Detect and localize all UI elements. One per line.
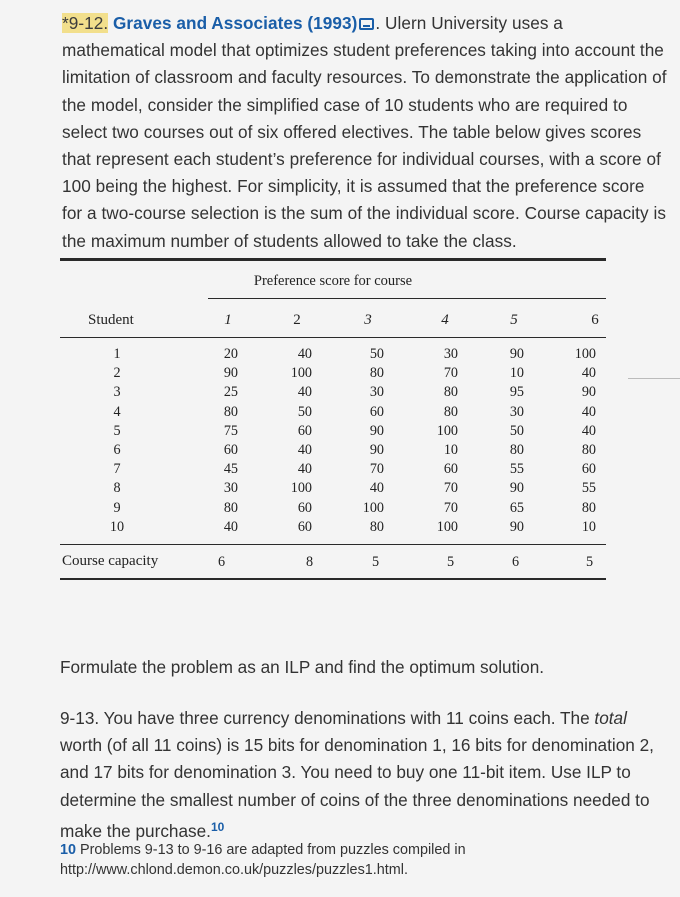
score-cell: 10 (443, 442, 458, 459)
score-cell: 95 (509, 384, 524, 401)
formulate-instruction: Formulate the problem as an ILP and find the optimum solution. (60, 657, 545, 677)
footnote (60, 840, 666, 880)
score-cell: 60 (581, 461, 596, 478)
score-cell: 90 (509, 480, 524, 497)
score-cell: 80 (223, 403, 238, 420)
score-cell: 10 (581, 518, 596, 535)
student-cell: 5 (113, 422, 121, 439)
score-cell: 40 (297, 442, 312, 459)
problem-9-12 (62, 10, 668, 255)
score-cell: 30 (509, 403, 524, 420)
score-cell: 70 (443, 499, 458, 516)
student-header: Student (88, 312, 134, 328)
capacity-cell: 5 (586, 554, 594, 570)
score-cell: 100 (290, 365, 312, 382)
student-cell: 10 (109, 518, 125, 535)
score-cell: 60 (297, 422, 312, 439)
problem-9-13 (60, 705, 666, 845)
course-header-3: 3 (364, 312, 372, 328)
score-cell: 80 (443, 384, 458, 401)
score-cell: 80 (509, 442, 524, 459)
score-cell: 50 (509, 422, 524, 439)
score-cell: 40 (581, 403, 596, 420)
score-cell: 100 (362, 499, 384, 516)
score-cell: 30 (369, 384, 384, 401)
book-icon[interactable] (359, 18, 374, 30)
problem-9-13-text-b: worth (of all 11 coins) is 15 bits for denomination 1, 16 bits for denomination 2, and 17 bits for denomination 3. You need to buy one 11-bit item. Use ILP to determine the smallest number of coins of the three denominations needed to make the purchase. (60, 735, 654, 841)
course-4-scores (422, 345, 458, 537)
score-cell: 90 (369, 422, 384, 439)
score-cell: 40 (297, 346, 312, 362)
student-cell: 4 (113, 403, 121, 420)
score-cell: 90 (509, 346, 524, 362)
capacity-rule (60, 544, 606, 545)
score-cell: 40 (581, 422, 596, 439)
score-cell: 100 (574, 346, 596, 362)
score-cell: 50 (369, 346, 384, 362)
capacity-cell: 6 (512, 554, 520, 570)
capacity-cell: 6 (218, 554, 226, 570)
score-cell: 30 (223, 480, 238, 497)
score-cell: 100 (436, 422, 458, 439)
score-cell: 80 (369, 518, 384, 535)
course-3-scores (346, 345, 384, 537)
table-top-rule (60, 258, 606, 261)
score-cell: 80 (581, 499, 596, 516)
score-cell: 55 (509, 461, 524, 478)
score-cell: 70 (443, 480, 458, 497)
student-column (104, 345, 130, 537)
score-cell: 90 (509, 518, 524, 535)
student-cell: 9 (113, 499, 121, 516)
score-cell: 10 (509, 365, 524, 382)
score-cell: 60 (223, 442, 238, 459)
student-cell: 8 (113, 480, 121, 497)
score-cell: 40 (297, 461, 312, 478)
score-cell: 100 (290, 480, 312, 497)
score-cell: 60 (297, 499, 312, 516)
course-1-scores (212, 345, 238, 537)
score-cell: 80 (581, 442, 596, 459)
course-6-scores (560, 345, 596, 537)
capacity-cell: 5 (372, 554, 380, 570)
course-header-1: 1 (224, 312, 232, 328)
capacity-label: Course capacity (62, 553, 159, 569)
course-header-4: 4 (441, 312, 449, 328)
footnote-url[interactable]: http://www.chlond.demon.co.uk/puzzles/puzzles1.html. (60, 862, 408, 878)
score-cell: 30 (443, 346, 458, 362)
course-header-6: 6 (591, 312, 599, 328)
score-cell: 100 (436, 518, 458, 535)
footnote-number: 10 (60, 842, 77, 858)
group-header: Preference score for course (253, 273, 413, 289)
score-cell: 80 (443, 403, 458, 420)
score-cell: 60 (443, 461, 458, 478)
score-cell: 70 (443, 365, 458, 382)
score-cell: 75 (223, 422, 238, 439)
student-cell: 2 (113, 365, 121, 382)
course-header-5: 5 (510, 312, 518, 328)
score-cell: 40 (581, 365, 596, 382)
problem-body: . Ulern University uses a mathematical model that optimizes student preferences taking into account the limitation of classroom and faculty resources. To demonstrate the application of the model, consider the simplified case of 10 students who are required to select two courses out of six offered electives. The table below gives scores that represent each student’s preference for individual courses, with a score of 100 being the highest. For simplicity, it is assumed that the preference score for a two-course selection is the sum of the individual score. Course capacity is the maximum number of students allowed to take the class. (62, 13, 667, 251)
score-cell: 65 (509, 499, 524, 516)
score-cell: 45 (223, 461, 238, 478)
score-cell: 60 (369, 403, 384, 420)
score-cell: 70 (369, 461, 384, 478)
student-cell: 3 (113, 384, 121, 401)
decorative-line (628, 378, 680, 379)
score-cell: 90 (581, 384, 596, 401)
footnote-text: Problems 9-13 to 9-16 are adapted from puzzles compiled in (76, 842, 466, 858)
footnote-reference[interactable]: 10 (210, 819, 225, 834)
student-cell: 6 (113, 442, 121, 459)
course-2-scores (276, 345, 312, 537)
score-cell: 40 (297, 384, 312, 401)
capacity-cell: 5 (447, 554, 455, 570)
score-cell: 55 (581, 480, 596, 497)
header-rule (60, 337, 606, 338)
score-cell: 20 (223, 346, 238, 362)
capacity-cell: 8 (306, 554, 314, 570)
score-cell: 60 (297, 518, 312, 535)
student-cell: 1 (113, 346, 121, 362)
course-5-scores (498, 345, 524, 537)
course-header-2: 2 (293, 312, 301, 328)
score-cell: 40 (369, 480, 384, 497)
problem-9-13-italic: total (594, 708, 627, 728)
problem-title[interactable]: Graves and Associates (1993) (113, 13, 358, 33)
group-underline (208, 298, 606, 299)
score-cell: 90 (223, 365, 238, 382)
score-cell: 80 (223, 499, 238, 516)
problem-9-13-text-a: 9-13. You have three currency denominations with 11 coins each. The (60, 708, 595, 728)
problem-number: *9-12. (62, 13, 109, 33)
score-cell: 90 (369, 442, 384, 459)
table-bottom-rule (60, 578, 606, 580)
score-cell: 40 (223, 518, 238, 535)
score-cell: 50 (297, 403, 312, 420)
score-cell: 25 (223, 384, 238, 401)
score-cell: 80 (369, 365, 384, 382)
student-cell: 7 (113, 461, 121, 478)
